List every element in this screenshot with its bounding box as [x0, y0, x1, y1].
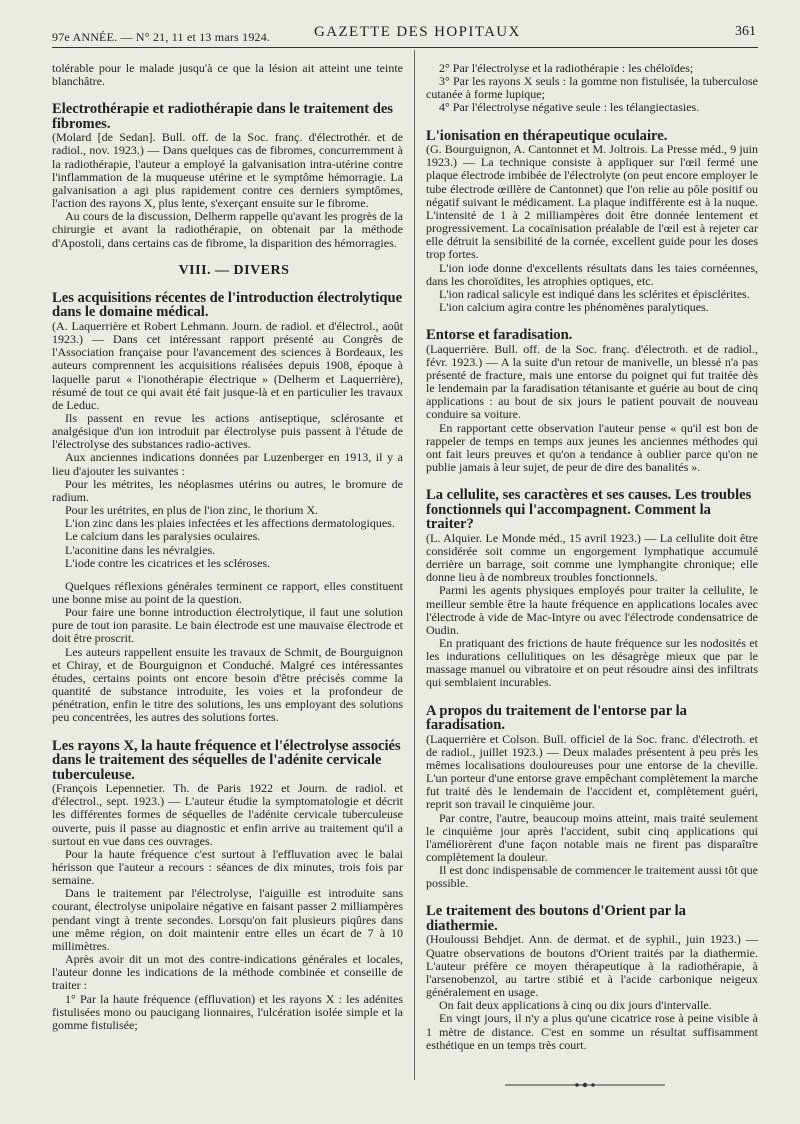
list-item: L'aconitine dans les névralgies.: [65, 542, 216, 557]
paragraph: En pratiquant des frictions de haute fréquence sur les nodosités et les indurations cellulitiques on les désagrège mieux que par le massage manuel ou vibratoire et on peut résoudre ainsi des infiltrats qui semblaient incurables.: [426, 635, 758, 690]
paragraph: Pour la haute fréquence c'est surtout à l'effluvation avec le balai hérisson que l'auteur a recours : séances de dix minutes, trois fois par semaine.: [52, 846, 403, 888]
issue-line: 97e ANNÉE. — N° 21, 11 et 13 mars 1924.: [52, 30, 271, 44]
article-title: Electrothérapie et radiothérapie dans le traitement des fibromes.: [52, 101, 393, 132]
article-reference: (Houloussi Behdjet. Ann. de dermat. et de syphil., juin 1923.) — Quatre observations de boutons d'Orient traités par la diathermie. L'auteur préfère ce moyen thérapeutique à la radiothérapie, à l'arsenobenzol, au tartre stibié et à l'acide carbonique neigeux généralement en usage.: [426, 932, 758, 1000]
article-reference: (L. Alquier. Le Monde méd., 15 avril 1923.) — La cellulite doit être considérée soit comme un engorgement lymphatique accumulé derrière un barrage, soit comme une lymphangite chronique; elle donne lieu à de nombreux troubles fonctionnels.: [426, 530, 758, 585]
paragraph: Ils passent en revue les actions antiseptique, sclérosante et analgésique d'un ion introduit par électrolyse puis passent à l'étude de l'électrolyse des substances radio-actives.: [52, 410, 403, 452]
list-item: Pour les urétrites, en plus de l'ion zinc, le thorium X.: [65, 503, 319, 518]
article-reference: (A. Laquerrière et Robert Lehmann. Journ. de radiol. et d'électrol., août 1923.) — Dans cet intéressant rapport présenté au Congrès de l'Association française pour l'avancement des sciences à Bordeaux, les auteurs comprennent les acquisitions réalisées depuis 1908, époque à laquelle parut « l'ionothérapie électrique » (Delherm et Laquerrière), résumé de tout ce qui avait été fait jusque-là et en particulier les travaux de Leduc.: [52, 318, 403, 412]
paragraph: Aux anciennes indications données par Luzenberger en 1913, il y a lieu d'ajouter les suivantes :: [52, 450, 403, 478]
paragraph: Pour faire une bonne introduction électrolytique, il faut une solution pure de tout ion parasite. Le bain électrode est une mauvaise électrode et doit être proscrit.: [52, 605, 403, 646]
paragraph: Il est donc indispensable de commencer le traitement aussi tôt que possible.: [426, 863, 758, 891]
article-reference: (Laquerrière et Colson. Bull. officiel de la Soc. franc. d'électroth. et de radiol., juillet 1923.) — Deux malades présentent à peu près les mêmes localisations douloureuses pour une entorse de la cheville. L'un porteur d'une entorse grave empêchant complètement la marche fut traité dès le lendemain de l'accident et, complètement guéri, reprit son travail le cinquième jour.: [426, 731, 758, 812]
section-heading: VIII. — DIVERS: [178, 262, 290, 278]
article-title: Le traitement des boutons d'Orient par la diathermie.: [426, 903, 686, 934]
running-header: [52, 20, 760, 46]
article-title: Les acquisitions récentes de l'introduction électrolytique dans le domaine médical.: [52, 289, 403, 321]
list-item: L'ion zinc dans les plaies infectées et les affections dermatologiques.: [65, 516, 395, 531]
list-item: 3° Par les rayons X seuls : la gomme non fistulisée, la tuberculose cutanée à forme lupique;: [426, 74, 758, 102]
paragraph: En rapportant cette observation l'auteur pense « qu'il est bon de rappeler de temps en temps aux jeunes les anciennes méthodes qui ont fait leurs preuves et qu'on a tendance à oublier parce qu'on ne publie jamais à leur sujet, de peur de dire des banalités ».: [426, 420, 758, 475]
list-item: 1° Par la haute fréquence (effluvation) et les rayons X : les adénites fistulisées mono ou paucigang lionnaires, l'ulcération isolée simple et la gomme fistulisée;: [52, 991, 403, 1032]
article-title: Les rayons X, la haute fréquence et l'électrolyse associés dans le traitement des séquelles de l'adénite cervicale tuberculeuse.: [52, 737, 401, 783]
article-reference: (Laquerrière. Bull. off. de la Soc. franç. d'électroth. et de radiol., févr. 1923.) — A la suite d'un retour de manivelle, un blessé n'a pas présenté de fracture, mais une entorse du poignet qui fut traitée dès le lendemain par la faradisation tétanisante et guérie au bout de cinq applications : au bout de six jours le patient pouvait de nouveau conduire sa voiture.: [426, 341, 758, 422]
list-item: Le calcium dans les paralysies oculaires.: [65, 529, 261, 544]
paragraph: Au cours de la discussion, Delherm rappelle qu'avant les progrès de la chirurgie et avant la radiothérapie, on obtenait par la méthode d'Apostoli, dans certains cas de fibrome, la disparition des hémorragies.: [52, 209, 403, 250]
list-item: L'iode contre les cicatrices et les scléroses.: [65, 555, 271, 570]
header-rule: [52, 47, 758, 48]
paragraph: Parmi les agents physiques employés pour traiter la cellulite, le meilleur semble être la haute fréquence en applications locales avec l'électrode à vide de Mac-Intyre ou avec l'électrode condensatrice de Oudin.: [426, 583, 758, 637]
paragraph: On fait deux applications à cinq ou dix jours d'intervalle.: [439, 998, 712, 1013]
paragraph: L'ion iode donne d'excellents résultats dans les taies cornéennes, dans les choroïdites, les atrophies optiques, etc.: [426, 260, 758, 288]
paragraph: Après avoir dit un mot des contre-indications générales et locales, l'auteur donne les indications de la méthode combinée et conseille de traiter :: [52, 952, 403, 993]
list-item: 2° Par l'électrolyse et la radiothérapie : les chéloïdes;: [439, 61, 694, 75]
list-item: 4° Par l'électrolyse négative seule : les télangiectasies.: [439, 100, 700, 115]
paragraph: Les auteurs rappellent ensuite les travaux de Schmit, de Bourguignon et Chiray, et de Bourguignon et Conduché. Malgré ces intéressantes études, certains points ont encore besoin d'être précisés comme la quantité de substance introduite, les voies et la profondeur de pénétration, enfin le titre des solutions, les uns employant des solutions peu concentrées, les autres des solutions fortes.: [52, 644, 403, 725]
paragraph: L'ion radical salicyle est indiqué dans les sclérites et épisclérites.: [439, 286, 750, 301]
paragraph: Par contre, l'autre, beaucoup moins atteint, mais traité seulement le cinquième jour après l'accident, subit cinq applications qui l'améliorèrent d'une façon notable mais ne firent pas disparaître complètement la douleur.: [426, 810, 758, 864]
paragraph: Dans le traitement par l'électrolyse, l'aiguille est introduite sans courant, électrolyse unipolaire négative en faisant passer 2 milliampères pendant vingt à trente secondes. Lorsqu'on fait plusieurs piqûres dans une même région, on doit maintenir entre elles un écart de 7 à 10 millimètres.: [52, 886, 403, 953]
paragraph: Quelques réflexions générales terminent ce rapport, elles constituent une bonne mise au point de la question.: [52, 578, 403, 606]
left-column: [52, 62, 403, 1032]
right-column: [426, 62, 758, 1052]
paragraph: En vingt jours, il n'y a plus qu'une cicatrice rose à peine visible à 1 mètre de distance. C'est en somme un résultat suffisamment esthétique en un temps très court.: [426, 1011, 758, 1052]
article-reference: (Molard [de Sedan]. Bull. off. de la Soc. franç. d'électrothér. et de radiol., nov. 1923.) — Dans quelques cas de fibromes, concurremment à la radiothérapie, l'auteur a employé la galvanisation intra-utérine contre l'inflammation de la muqueuse utérine et le symptôme hémorragie. La galvanisation a agi plus rapidement contre ces derniers symptômes, l'action des rayons X, plus lente, s'exerçant ensuite sur le fibrome.: [52, 130, 403, 211]
article-title: A propos du traitement de l'entorse par la faradisation.: [426, 702, 687, 734]
journal-title: GAZETTE DES HOPITAUX: [314, 24, 521, 40]
article-title: Entorse et faradisation.: [426, 327, 573, 344]
article-reference: (G. Bourguignon, A. Cantonnet et M. Joltrois. La Presse méd., 9 juin 1923.) — La technique consiste à appliquer sur l'œil fermé une plaque électrode imbibée de l'électrolyte (on peut encore employer le tube électrode œillère de Cantonnet) que l'on relie au pôle positif ou négatif suivant le médicament. La plaque indifférente est à la nuque. L'intensité de 1 à 2 milliampères doit être donnée lentement et progressivement. La cocaïnisation préalable de l'œil est à rejeter car elle détruit la sensibilité de la cornée, excellent guide pour les doses trop fortes.: [426, 142, 758, 262]
page-number: 361: [735, 24, 756, 39]
column-separator: [414, 50, 415, 1080]
article-title: La cellulite, ses caractères et ses causes. Les troubles fonctionnels qui l'accompagnent. Comment la traiter?: [426, 487, 752, 533]
article-title: L'ionisation en thérapeutique oculaire.: [426, 127, 668, 144]
continued-text: tolérable pour le malade jusqu'à ce que la lésion ait atteint une teinte blanchâtre.: [52, 61, 403, 89]
list-item: Pour les métrites, les néoplasmes utérins ou autres, le bromure de radium.: [52, 476, 403, 504]
end-ornament: [505, 1081, 665, 1089]
paragraph: L'ion calcium agira contre les phénomènes paralytiques.: [439, 300, 709, 314]
article-reference: (François Lepennetier. Th. de Paris 1922 et Journ. de radiol. et d'électrol., sept. 1923.) — L'auteur étudie la symptomatologie et décrit les différentes formes de séquelles de l'adénite cervicale tuberculeuse ouverte, puis il passe au diagnostic et enfin arrive au traitement qu'il a surtout en vue dans ces ouvrages.: [52, 781, 403, 848]
